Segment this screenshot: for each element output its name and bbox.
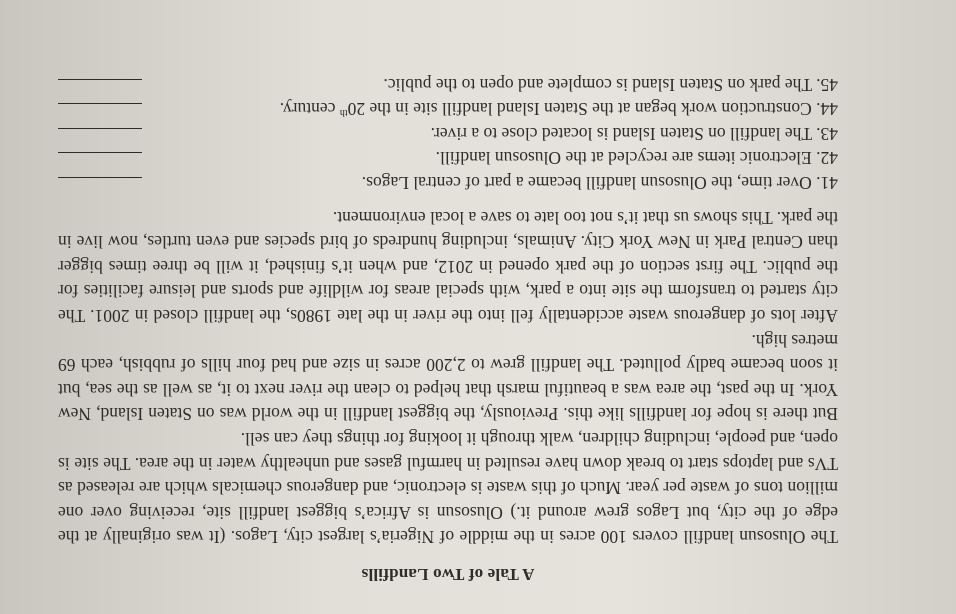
- worksheet-content: [58, 72, 838, 586]
- question-text: 42. Electronic items are recycled at the Olusosun landfill.: [435, 148, 838, 169]
- question-43: [58, 121, 838, 146]
- paragraph-park: After lots of dangerous waste accidentally fell into the river in the late 1980s, the landfill closed in 2001. The city started to transform the site into a park, with special areas for wildlife and sports and leisure facilities for the public. The first section of the park opened in 2012, and when it’s finished, it will be three times bigger than Central Park in New York City. Animals, including hundreds of bird species and even turtles, now live in the park. This shows us that it’s not too late to save a local environment.: [58, 207, 838, 327]
- question-text-start: 44. Construction work began at the Staten Island landfill site in the 20: [347, 99, 838, 120]
- question-42: [58, 146, 838, 171]
- question-text: [280, 97, 838, 122]
- document-title: A Tale of Two Landfills: [361, 565, 535, 584]
- question-44: [58, 97, 838, 122]
- paragraph-olusosun: The Olusosun landfill covers 100 acres in the middle of Nigeria’s largest city, Lagos. (It was originally at the edge of the city, but Lagos grew around it.) Olusosun is Africa’s biggest landfill site, receiving over one million tons of waste per year. Much of this waste is electronic, and dangerous chemicals which are released as TVs and laptops start to break down have resulted in harmful gases and unhealthy water in the area. The site is open, and people, including children, walk through it looking for things they can sell.: [58, 429, 838, 548]
- question-text: 43. The landfill on Staten Island is located close to a river.: [430, 123, 838, 144]
- question-list: [58, 72, 838, 195]
- question-text-end: century.: [279, 99, 340, 120]
- answer-blank[interactable]: [58, 128, 142, 145]
- answer-blank[interactable]: [58, 79, 142, 96]
- question-45: [58, 72, 838, 97]
- question-text: 41. Over time, the Olusosun landfill became a part of central Lagos.: [361, 173, 838, 194]
- paragraph-staten-island: But there is hope for landfills like this. Previously, the biggest landfill in the world was on Staten Island, New York. In the past, the area was a beautiful marsh that helped to clean the river next to it, as well as the sea, but it soon became badly polluted. The landfill grew to 2,200 acres in size and had four hills of rubbish, each 69 metres high.: [58, 330, 838, 425]
- answer-blank[interactable]: [58, 153, 142, 170]
- answer-blank[interactable]: [58, 103, 142, 120]
- question-41: [58, 171, 838, 196]
- answer-blank[interactable]: [58, 177, 142, 194]
- question-text: 45. The park on Staten Island is complete and open to the public.: [383, 74, 838, 95]
- ordinal-suffix: th: [339, 107, 348, 119]
